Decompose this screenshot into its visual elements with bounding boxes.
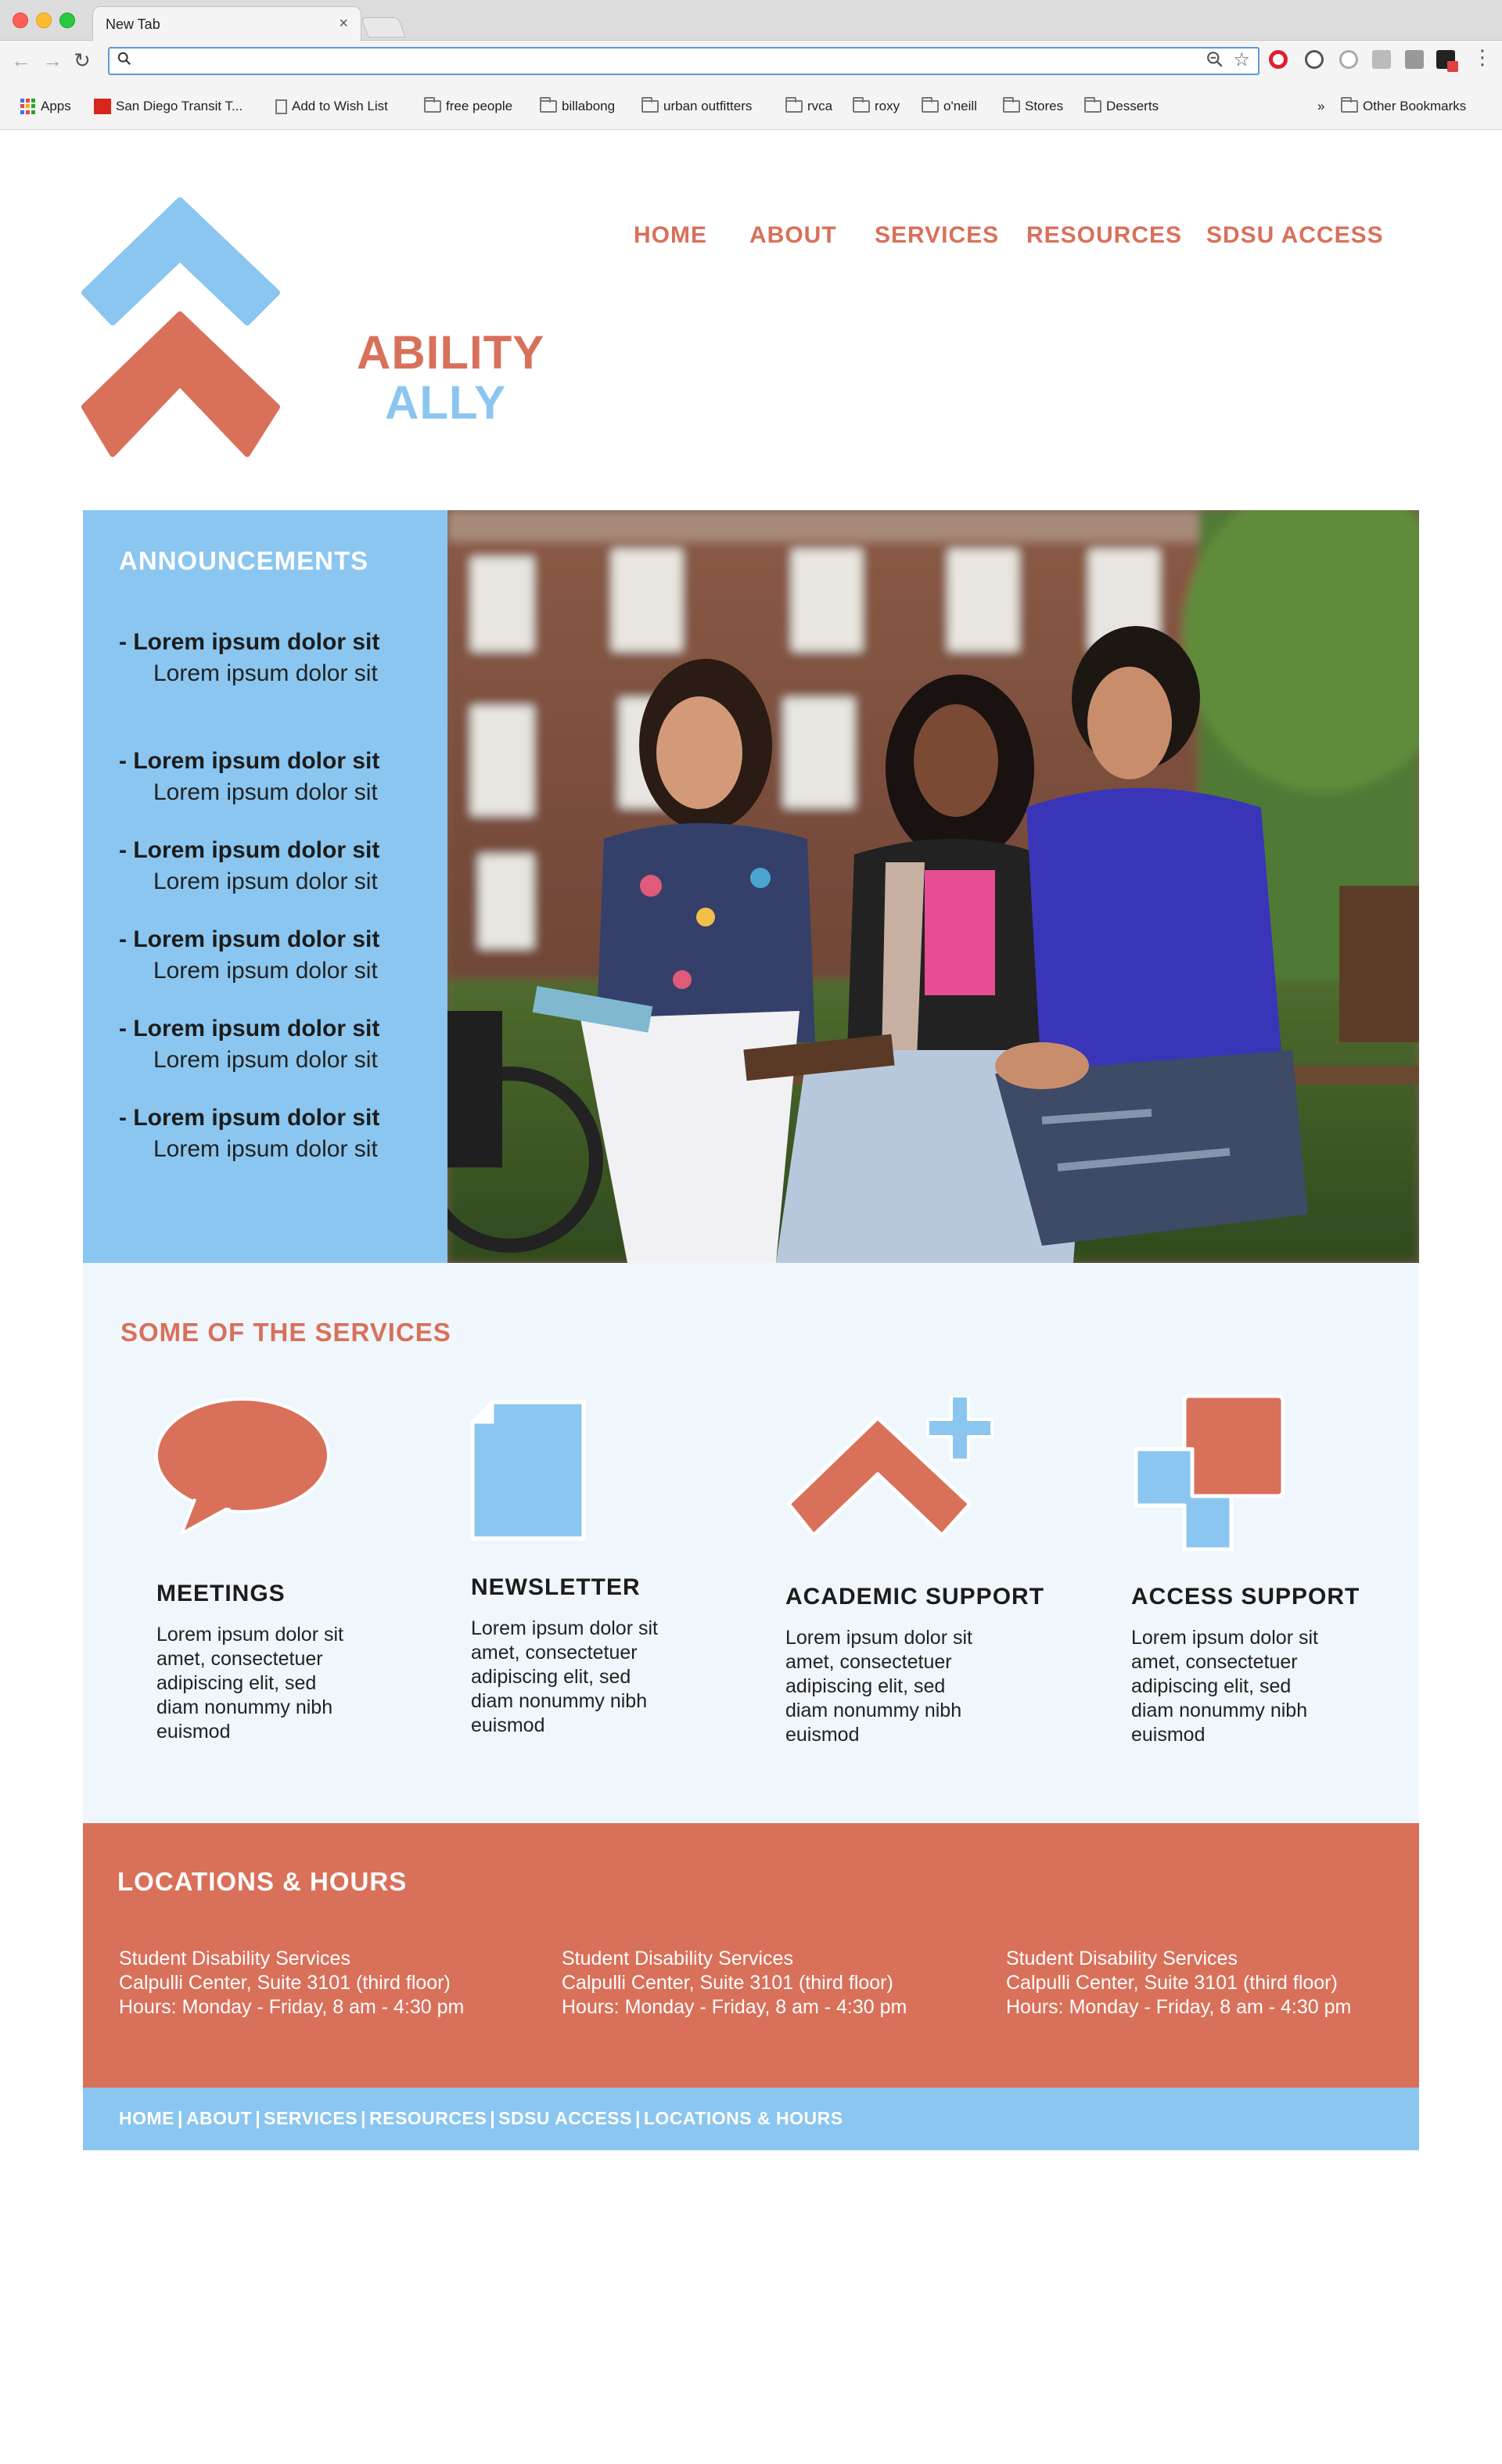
announcement-item[interactable]: - Lorem ipsum dolor sit Lorem ipsum dolor sit — [119, 1105, 380, 1162]
zoom-icon[interactable] — [1206, 51, 1224, 68]
nav-sdsu-access[interactable]: SDSU ACCESS — [1206, 222, 1384, 248]
footer-separator: | — [255, 2108, 261, 2128]
apps-grid-icon — [20, 99, 36, 114]
bookmark-oneill[interactable]: o'neill — [922, 99, 977, 114]
browser-menu-icon[interactable]: ⋮ — [1472, 45, 1493, 69]
bookmark-san-diego-transit[interactable]: San Diego Transit T... — [94, 99, 243, 114]
bookmark-other-bookmarks[interactable]: Other Bookmarks — [1341, 99, 1466, 114]
location-name: Student Disability Services — [562, 1948, 793, 1969]
transit-logo-icon — [94, 99, 111, 114]
tab-close-icon[interactable]: × — [339, 15, 348, 32]
browser-tab-strip — [0, 0, 1502, 41]
location-column — [119, 1947, 464, 2020]
logo-text-ally: ALLY — [385, 376, 507, 429]
page-icon — [275, 99, 287, 114]
service-desc-meetings: Lorem ipsum dolor sit amet, consectetuer adipiscing elit, sed diam nonummy nibh euismod — [156, 1624, 343, 1743]
chevron-plus-icon — [785, 1396, 1004, 1552]
service-title-access-support[interactable]: ACCESS SUPPORT — [1131, 1584, 1360, 1610]
service-desc-academic-support: Lorem ipsum dolor sit amet, consectetuer adipiscing elit, sed diam nonummy nibh euismod — [785, 1627, 972, 1746]
speech-bubble-icon — [155, 1396, 335, 1537]
services-title: SOME OF THE SERVICES — [120, 1318, 451, 1347]
back-arrow-icon[interactable]: ← — [11, 49, 31, 72]
announcement-item[interactable]: - Lorem ipsum dolor sit Lorem ipsum dolor sit — [119, 1016, 380, 1073]
footer-link-home[interactable]: HOME — [119, 2108, 174, 2128]
nav-home[interactable]: HOME — [634, 222, 707, 248]
bookmark-rvca[interactable]: rvca — [785, 99, 832, 114]
forward-arrow-icon[interactable]: → — [42, 49, 63, 72]
folder-icon — [1341, 100, 1358, 113]
reload-icon[interactable]: ↻ — [74, 49, 91, 72]
footer-separator: | — [490, 2108, 496, 2128]
service-title-newsletter[interactable]: NEWSLETTER — [471, 1574, 641, 1600]
minimize-window-button[interactable] — [36, 13, 52, 28]
pinterest-extension-icon[interactable] — [1305, 50, 1324, 69]
bookmark-stores[interactable]: Stores — [1003, 99, 1063, 114]
footer-separator: | — [361, 2108, 366, 2128]
overlapping-squares-icon — [1130, 1393, 1286, 1557]
footer-link-resources[interactable]: RESOURCES — [369, 2108, 487, 2128]
location-hours: Hours: Monday - Friday, 8 am - 4:30 pm — [119, 1996, 465, 2018]
bookmark-add-to-wish-list[interactable]: Add to Wish List — [275, 99, 388, 114]
maximize-window-button[interactable] — [59, 13, 75, 28]
service-title-meetings[interactable]: MEETINGS — [156, 1581, 286, 1606]
locations-title: LOCATIONS & HOURS — [117, 1867, 408, 1896]
nav-about[interactable]: ABOUT — [749, 222, 837, 248]
location-hours: Hours: Monday - Friday, 8 am - 4:30 pm — [1006, 1996, 1352, 2018]
footer-link-sdsu-access[interactable]: SDSU ACCESS — [498, 2108, 632, 2128]
bookmark-star-icon[interactable]: ☆ — [1233, 49, 1250, 70]
folder-icon — [922, 100, 939, 113]
bookmark-apps[interactable]: Apps — [20, 99, 71, 114]
folder-icon — [1084, 100, 1101, 113]
footer-link-locations-hours[interactable]: LOCATIONS & HOURS — [643, 2108, 843, 2128]
service-desc-access-support: Lorem ipsum dolor sit amet, consectetuer adipiscing elit, sed diam nonummy nibh euismod — [1131, 1627, 1318, 1746]
services-section — [83, 1263, 1419, 1823]
location-column — [562, 1947, 907, 2020]
location-name: Student Disability Services — [1006, 1948, 1238, 1969]
bookmark-desserts[interactable]: Desserts — [1084, 99, 1159, 114]
chevron-logo-icon — [81, 196, 285, 462]
bookmarks-bar — [0, 81, 1502, 130]
extension-box-icon[interactable] — [1405, 50, 1424, 69]
site-logo[interactable] — [81, 196, 545, 462]
bookmark-roxy[interactable]: roxy — [853, 99, 900, 114]
location-name: Student Disability Services — [119, 1948, 350, 1969]
folder-icon — [424, 100, 441, 113]
service-desc-newsletter: Lorem ipsum dolor sit amet, consectetuer adipiscing elit, sed diam nonummy nibh euismod — [471, 1617, 658, 1736]
folder-icon — [540, 100, 557, 113]
announcement-item[interactable]: - Lorem ipsum dolor sit Lorem ipsum dolor sit — [119, 748, 380, 805]
hero-section — [83, 510, 1419, 1263]
tab-title: New Tab — [106, 16, 160, 32]
nav-resources[interactable]: RESOURCES — [1026, 222, 1183, 248]
service-title-academic-support[interactable]: ACADEMIC SUPPORT — [785, 1584, 1045, 1610]
hero-photo — [447, 510, 1419, 1263]
announcements-panel — [83, 510, 447, 1263]
students-photo-illustration — [447, 510, 1419, 1263]
location-address: Calpulli Center, Suite 3101 (third floor) — [1006, 1972, 1338, 1994]
announcement-item[interactable]: - Lorem ipsum dolor sit Lorem ipsum dolor sit — [119, 926, 380, 984]
announcement-item[interactable]: - Lorem ipsum dolor sit Lorem ipsum dolor sit — [119, 837, 380, 894]
skype-extension-icon[interactable] — [1339, 50, 1358, 69]
location-address: Calpulli Center, Suite 3101 (third floor) — [562, 1972, 893, 1994]
location-hours: Hours: Monday - Friday, 8 am - 4:30 pm — [562, 1996, 907, 2018]
document-icon — [469, 1399, 587, 1541]
location-address: Calpulli Center, Suite 3101 (third floor) — [119, 1972, 451, 1994]
folder-icon — [785, 100, 803, 113]
browser-tab[interactable] — [92, 6, 361, 42]
footer-separator: | — [178, 2108, 183, 2128]
opera-extension-icon[interactable] — [1269, 50, 1288, 69]
extension-k-icon[interactable] — [1372, 50, 1391, 69]
footer — [83, 2088, 1419, 2150]
announcement-item[interactable]: - Lorem ipsum dolor sit Lorem ipsum dolor sit — [119, 629, 380, 686]
address-input[interactable] — [138, 52, 1186, 70]
footer-nav — [119, 2108, 843, 2129]
nav-services[interactable]: SERVICES — [875, 222, 1000, 248]
folder-icon — [853, 100, 870, 113]
new-tab-button[interactable] — [361, 17, 405, 38]
bookmark-billabong[interactable]: billabong — [540, 99, 615, 114]
footer-link-services[interactable]: SERVICES — [264, 2108, 358, 2128]
footer-link-about[interactable]: ABOUT — [185, 2108, 253, 2128]
extension-badge — [1447, 61, 1458, 72]
address-bar[interactable] — [108, 47, 1259, 75]
folder-icon — [641, 100, 659, 113]
bookmarks-more-chevron[interactable]: » — [1317, 99, 1325, 113]
folder-icon — [1003, 100, 1020, 113]
locations-section — [83, 1823, 1419, 2088]
footer-separator: | — [634, 2108, 641, 2128]
logo-text-ability: ABILITY — [357, 326, 545, 379]
bookmark-free-people[interactable]: free people — [424, 99, 512, 114]
close-window-button[interactable] — [13, 13, 28, 28]
location-column — [1006, 1947, 1351, 2020]
announcements-title: ANNOUNCEMENTS — [119, 546, 369, 575]
bookmark-urban-outfitters[interactable]: urban outfitters — [641, 99, 752, 114]
search-icon — [117, 52, 131, 66]
